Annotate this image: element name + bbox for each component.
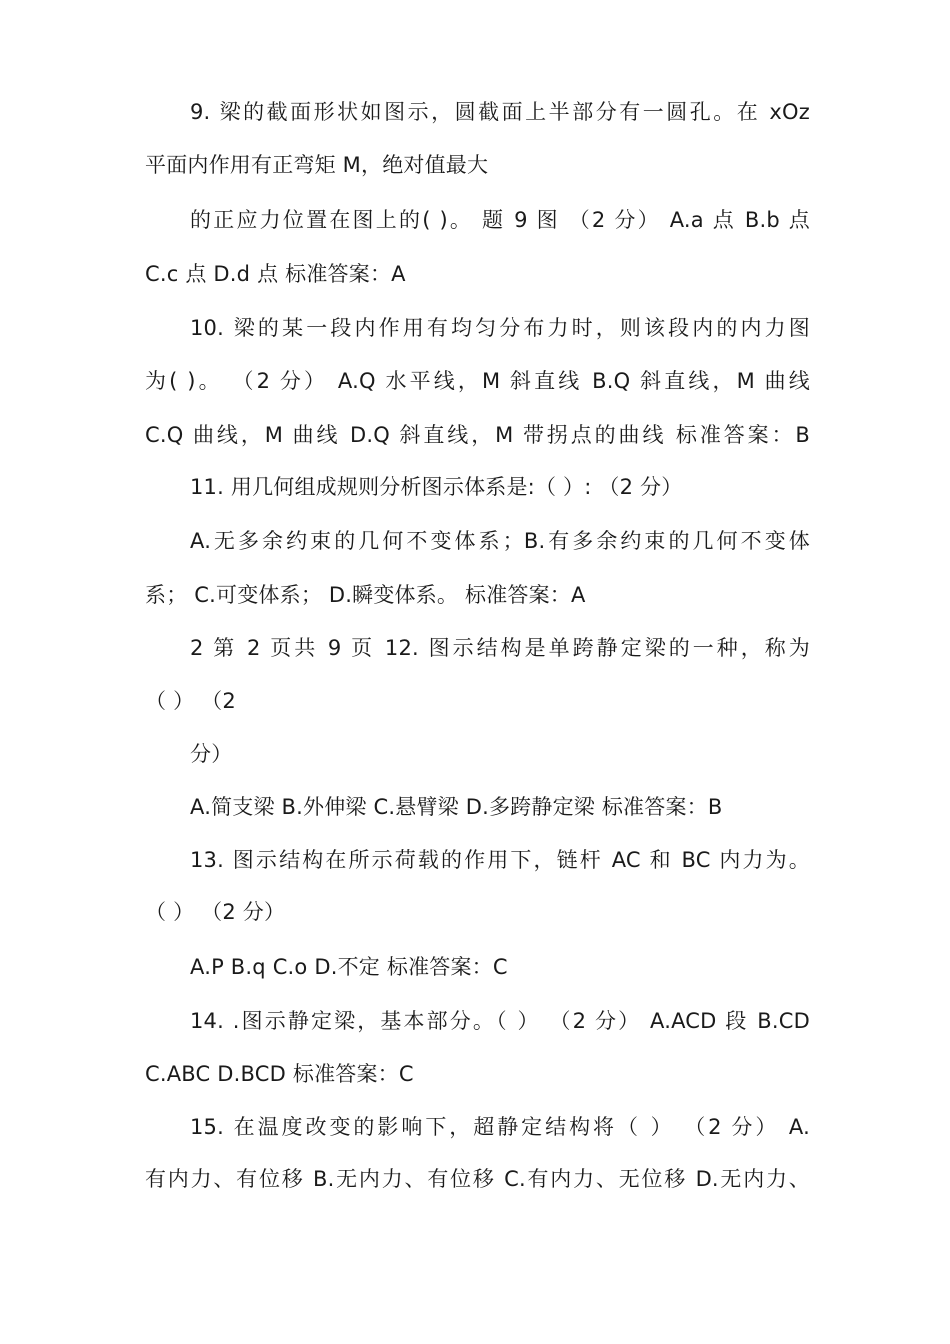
text-line-q9-d: C.c 点 D.d 点 标准答案：A — [145, 262, 406, 286]
text-line-q12-b: （ ） （2 — [145, 689, 236, 713]
text-line-q13-a: 13. 图示结构在所示荷载的作用下，链杆 AC 和 BC 内力为。 — [190, 848, 810, 872]
text-line-q13-b: （ ） （2 分） — [145, 900, 286, 924]
text-line-q11-a: 11. 用几何组成规则分析图示体系是:（ ）: （2 分） — [190, 475, 683, 499]
text-line-q15-a: 15. 在温度改变的影响下，超静定结构将（ ） （2 分） A. — [190, 1115, 810, 1139]
text-line-q13-c: A.P B.q C.o D.不定 标准答案：C — [190, 955, 508, 979]
text-line-q9-b: 平面内作用有正弯矩 M，绝对值最大 — [145, 153, 489, 177]
text-line-q14-b: C.ABC D.BCD 标准答案：C — [145, 1062, 414, 1086]
text-line-q15-b: 有内力、有位移 B.无内力、有位移 C.有内力、无位移 D.无内力、 — [145, 1167, 810, 1191]
text-line-q11-b: A.无多余约束的几何不变体系；B.有多余约束的几何不变体 — [190, 529, 810, 553]
text-line-q10-a: 10. 梁的某一段内作用有均匀分布力时，则该段内的内力图 — [190, 316, 810, 340]
text-line-q12-a: 2 第 2 页共 9 页 12. 图示结构是单跨静定梁的一种，称为 — [190, 636, 810, 660]
text-line-q10-b: 为( )。 （2 分） A.Q 水平线，M 斜直线 B.Q 斜直线，M 曲线 — [145, 369, 810, 393]
text-line-q11-c: 系； C.可变体系； D.瞬变体系。 标准答案：A — [145, 583, 586, 607]
text-line-q9-a: 9. 梁的截面形状如图示，圆截面上半部分有一圆孔。在 xOz — [190, 100, 810, 124]
text-line-q12-d: A.简支梁 B.外伸梁 C.悬臂梁 D.多跨静定梁 标准答案：B — [190, 795, 723, 819]
text-line-q12-c: 分） — [190, 742, 233, 766]
text-line-q14-a: 14. .图示静定梁，基本部分。（ ） （2 分） A.ACD 段 B.CD — [190, 1009, 810, 1033]
text-line-q10-c: C.Q 曲线，M 曲线 D.Q 斜直线，M 带拐点的曲线 标准答案：B — [145, 423, 810, 447]
text-line-q9-c: 的正应力位置在图上的( )。 题 9 图 （2 分） A.a 点 B.b 点 — [190, 208, 810, 232]
